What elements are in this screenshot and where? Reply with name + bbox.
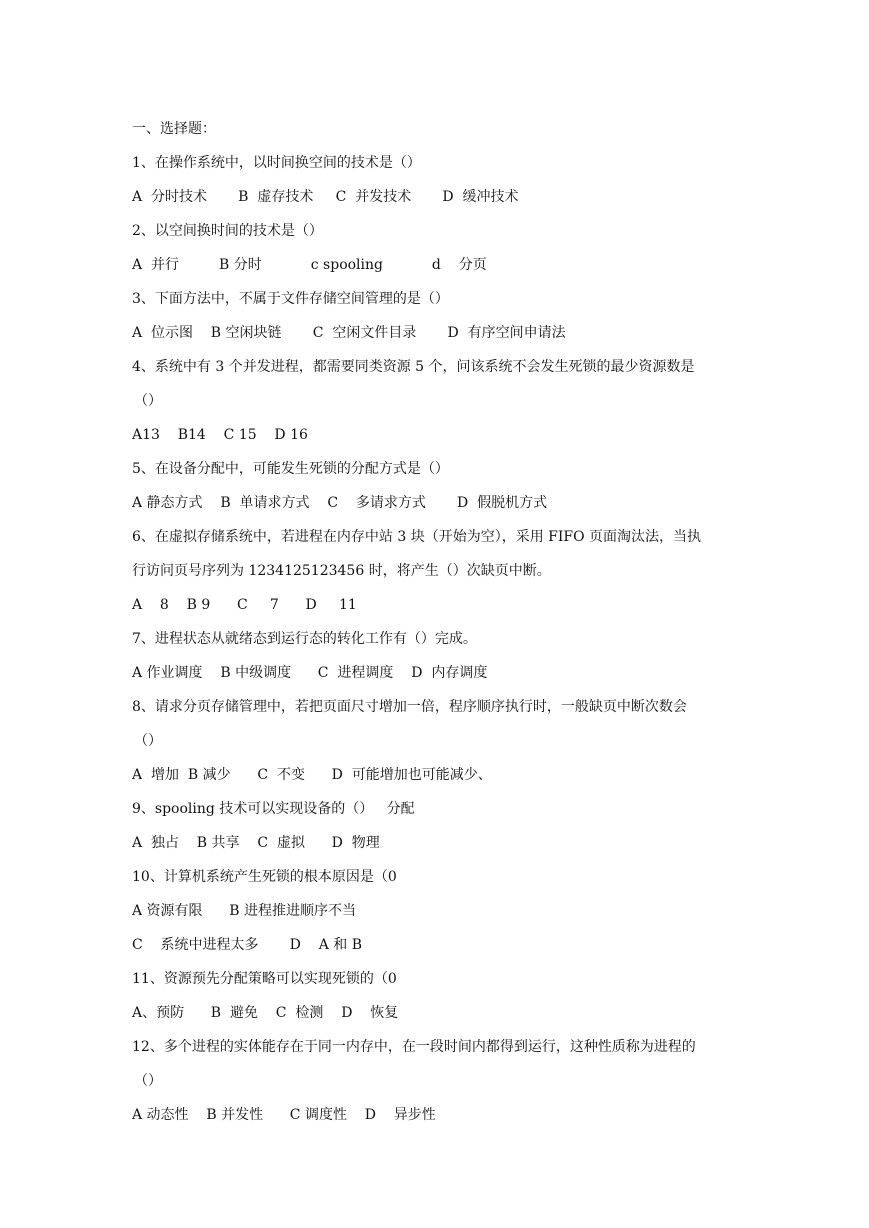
question-6: 6、在虚拟存储系统中，若进程在内存中站 3 块（开始为空），采用 FIFO 页面淘汰法，当执: [132, 529, 702, 545]
question-12: 12、多个进程的实体能存在于同一内存中，在一段时间内都得到运行，这种性质称为进程的: [132, 1039, 696, 1055]
question-6-continued: 行访问页号序列为 1234125123456 时，将产生（）次缺页中断。: [132, 563, 551, 579]
question-list: [132, 112, 738, 1132]
question-9: 9、spooling 技术可以实现设备的（） 分配: [132, 801, 415, 817]
question-5-options: A 静态方式 B 单请求方式 C 多请求方式 D 假脱机方式: [132, 495, 548, 511]
question-2: 2、以空间换时间的技术是（）: [132, 223, 323, 239]
question-7-options: A 作业调度 B 中级调度 C 进程调度 D 内存调度: [132, 665, 488, 681]
question-5: 5、在设备分配中，可能发生死锁的分配方式是（）: [132, 461, 449, 477]
question-9-options: A 独占 B 共享 C 虚拟 D 物理: [132, 835, 380, 851]
question-3-options: A 位示图 B 空闲块链 C 空闲文件目录 D 有序空间申请法: [132, 325, 566, 341]
question-8-continued: （）: [134, 733, 162, 749]
question-4-options: A13 B14 C 15 D 16: [132, 427, 308, 443]
question-11-options: A、预防 B 避免 C 检测 D 恢复: [132, 1005, 399, 1021]
question-10: 10、计算机系统产生死锁的根本原因是（0: [132, 869, 397, 885]
question-12-continued: （）: [134, 1073, 162, 1089]
question-4-continued: （）: [134, 393, 162, 409]
question-12-options: A 动态性 B 并发性 C 调度性 D 异步性: [132, 1107, 436, 1123]
question-7: 7、进程状态从就绪态到运行态的转化工作有（）完成。: [132, 631, 477, 647]
question-11: 11、资源预先分配策略可以实现死锁的（0: [132, 971, 397, 987]
question-6-options: A 8 B 9 C 7 D 11: [132, 597, 357, 613]
question-3: 3、下面方法中，不属于文件存储空间管理的是（）: [132, 291, 449, 307]
question-1-options: A 分时技术 B 虚存技术 C 并发技术 D 缓冲技术: [132, 189, 519, 205]
question-2-options: A 并行 B 分时 c spooling d 分页: [132, 257, 487, 273]
question-10-options-a: A 资源有限 B 进程推进顺序不当: [132, 903, 356, 919]
section-title: 一、选择题：: [132, 121, 216, 137]
question-8-options: A 增加 B 减少 C 不变 D 可能增加也可能减少、: [132, 767, 492, 783]
question-4: 4、系统中有 3 个并发进程，都需要同类资源 5 个，问该系统不会发生死锁的最少资源数是: [132, 359, 695, 375]
question-10-options-b: C 系统中进程太多 D A 和 B: [132, 937, 362, 953]
question-1: 1、在操作系统中，以时间换空间的技术是（）: [132, 155, 421, 171]
question-8: 8、请求分页存储管理中，若把页面尺寸增加一倍，程序顺序执行时，一般缺页中断次数会: [132, 699, 687, 715]
